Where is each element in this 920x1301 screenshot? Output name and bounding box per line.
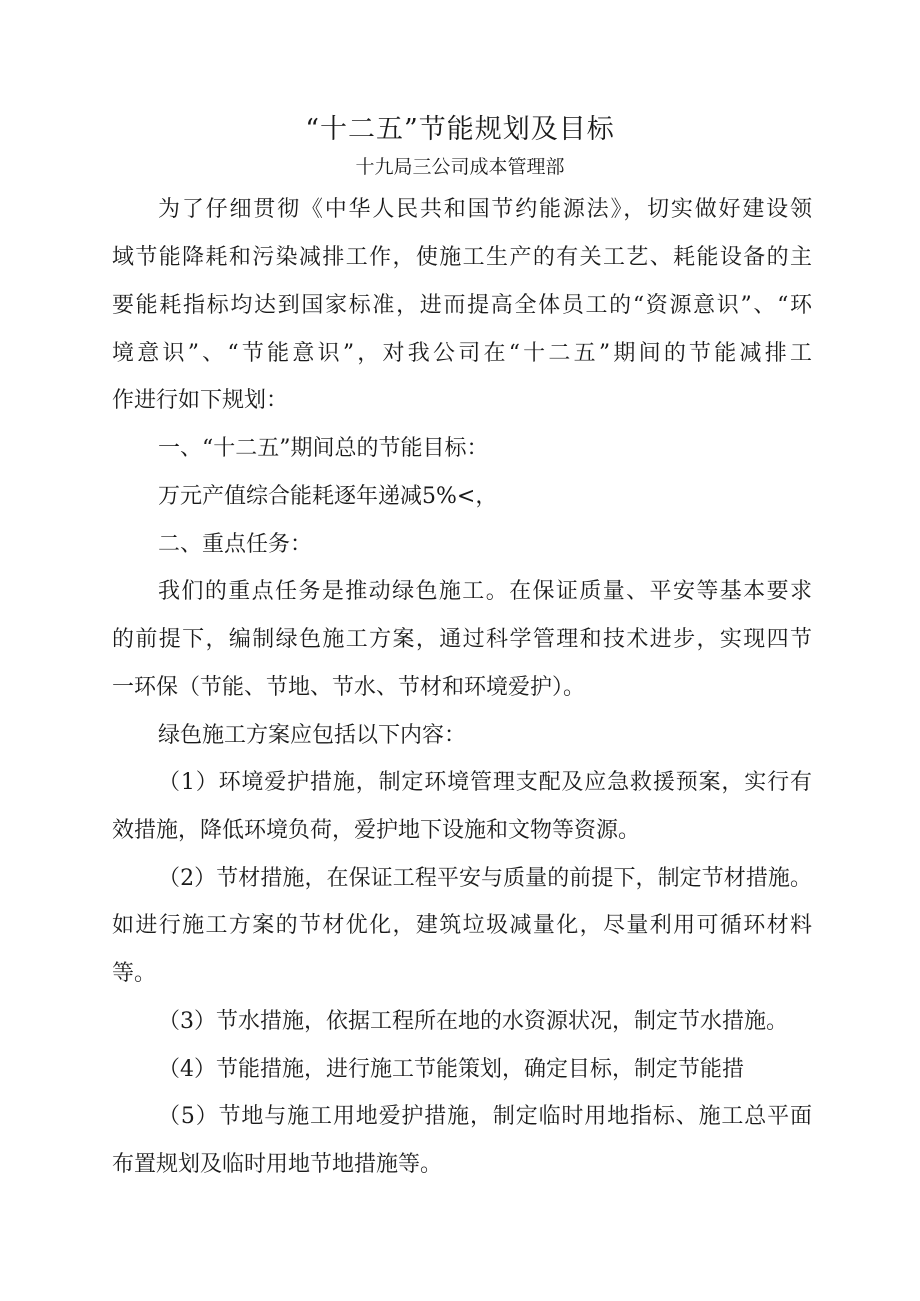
paragraph-line: 万元产值综合能耗逐年递减5%<， bbox=[158, 484, 498, 509]
paragraph-line: 域节能降耗和污染减排工作，使施工生产的有关工艺、耗能设备的主 bbox=[112, 245, 812, 270]
list-item-line: （1）环境爱护措施，制定环境管理支配及应急救援预案，实行有 bbox=[158, 770, 812, 795]
section-heading: 二、重点任务： bbox=[158, 532, 313, 557]
list-item-line: 布置规划及临时用地节地措施等。 bbox=[112, 1152, 443, 1177]
list-item-line: （2）节材措施，在保证工程平安与质量的前提下，制定节材措施。 bbox=[158, 866, 812, 891]
paragraph-line: 绿色施工方案应包括以下内容： bbox=[158, 723, 467, 748]
list-item-line: （5）节地与施工用地爱护措施，制定临时用地指标、施工总平面 bbox=[158, 1104, 812, 1129]
list-item-line: 等。 bbox=[112, 961, 157, 986]
list-item-line: 效措施，降低环境负荷，爱护地下设施和文物等资源。 bbox=[112, 818, 641, 843]
page-subtitle: 十九局三公司成本管理部 bbox=[355, 156, 565, 178]
paragraph-line: 境意识”、“节能意识”，对我公司在“十二五”期间的节能减排工 bbox=[112, 341, 812, 366]
paragraph-line: 的前提下，编制绿色施工方案，通过科学管理和技术进步，实现四节 bbox=[112, 627, 812, 652]
paragraph-line: 一环保（节能、节地、节水、节材和环境爱护）。 bbox=[112, 675, 586, 700]
paragraph-line: 为了仔细贯彻《中华人民共和国节约能源法》，切实做好建设领 bbox=[158, 197, 812, 222]
section-heading: 一、“十二五”期间总的节能目标： bbox=[158, 436, 489, 461]
paragraph-line: 作进行如下规划： bbox=[112, 388, 289, 413]
list-item-line: （3）节水措施，依据工程所在地的水资源状况，制定节水措施。 bbox=[158, 1009, 788, 1034]
page-title: “十二五”节能规划及目标 bbox=[305, 114, 615, 145]
paragraph-line: 要能耗指标均达到国家标准，进而提高全体员工的“资源意识”、“环 bbox=[112, 293, 812, 318]
list-item-line: （4）节能措施，进行施工节能策划，确定目标，制定节能措 bbox=[158, 1057, 744, 1082]
paragraph-line: 我们的重点任务是推动绿色施工。在保证质量、平安等基本要求 bbox=[158, 579, 812, 604]
list-item-line: 如进行施工方案的节材优化，建筑垃圾减量化，尽量利用可循环材料 bbox=[112, 913, 812, 938]
